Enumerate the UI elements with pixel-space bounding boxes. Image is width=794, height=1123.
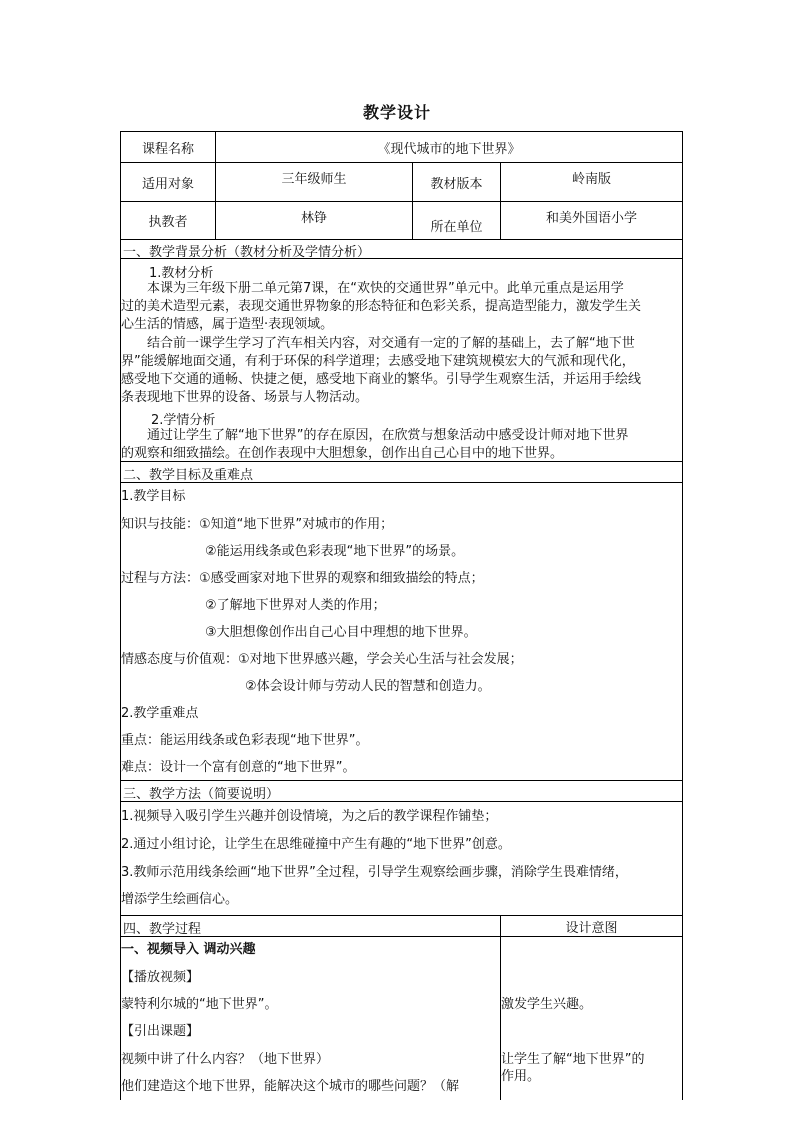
material-line: 本课为三年级下册二单元第7课，在“欢快的交通世界”单元中。此单元重点是运用学 xyxy=(147,281,624,296)
process-goal-1: 过程与方法：①感受画家对地下世界的观察和细致描绘的特点； xyxy=(121,571,484,586)
goals-heading-row xyxy=(121,462,682,483)
school-label: 所在单位 xyxy=(430,220,483,235)
target-row xyxy=(121,163,682,202)
student-line: 通过让学生了解“地下世界”的存在原因，在欣赏与想象活动中感受设计师对地下世界 xyxy=(147,428,629,443)
method-2: 2.通过小组讨论，让学生在思维碰撞中产生有趣的“地下世界”创意。 xyxy=(121,837,511,852)
course-label: 课程名称 xyxy=(141,141,194,157)
question-2: 他们建造这个地下世界，能解决这个城市的哪些问题？（解 xyxy=(121,1079,460,1094)
student-line: 的观察和细致描绘。在创作表现中大胆想象，创作出自己心目中的地下世界。 xyxy=(121,446,564,461)
play-video-label: 【播放视频】 xyxy=(121,970,200,985)
background-heading: 一、教学背景分析（教材分析及学情分析） xyxy=(123,245,371,260)
school-value: 和美外国语小学 xyxy=(545,211,637,226)
document-title: 教学设计 xyxy=(362,103,431,122)
context-line: 结合前一课学生学习了汽车相关内容，对交通有一定的了解的基础上，去了解“地下世 xyxy=(147,336,635,351)
background-content xyxy=(121,259,682,462)
context-line: 感受地下交通的通畅、快捷之便，感受地下商业的繁华。引导学生观察生活，并运用手绘线 xyxy=(121,372,642,387)
knowledge-goal-1: 知识与技能：①知道“地下世界”对城市的作用； xyxy=(121,517,394,532)
goals-content xyxy=(121,483,682,781)
methods-content xyxy=(121,802,682,916)
process-goal-2: ②了解地下世界对人类的作用； xyxy=(205,598,386,613)
process-content xyxy=(121,937,682,1100)
target-value: 三年级师生 xyxy=(281,171,347,187)
target-label: 适用对象 xyxy=(141,176,194,192)
question-1: 视频中讲了什么内容？（地下世界） xyxy=(121,1052,330,1067)
emotion-goal-1: 情感态度与价值观：①对地下世界感兴趣，学会关心生活与社会发展； xyxy=(121,652,523,667)
knowledge-goal-2: ②能运用线条或色彩表现“地下世界”的场景。 xyxy=(205,544,465,559)
method-1: 1.视频导入吸引学生兴趣并创设情境，为之后的教学课程作铺垫； xyxy=(121,809,498,824)
student-analysis-heading: 2.学情分析 xyxy=(151,413,216,428)
methods-heading-row xyxy=(121,781,682,802)
step-1-heading: 一、视频导入 调动兴趣 xyxy=(121,942,256,957)
teacher-value: 林铮 xyxy=(300,211,327,226)
key-point: 重点：能运用线条或色彩表现“地下世界”。 xyxy=(121,733,369,748)
intent-2-line-1: 让学生了解“地下世界”的 xyxy=(501,1052,645,1067)
edition-label: 教材版本 xyxy=(430,176,483,192)
material-line: 过的美术造型元素，表现交通世界物象的形态特征和色彩关系，提高造型能力，激发学生关 xyxy=(121,299,642,314)
material-paragraph xyxy=(121,280,680,334)
context-line: 界”能缓解地面交通，有利于环保的科学道理；去感受地下建筑规模宏大的气派和现代化， xyxy=(121,354,635,369)
goals-heading: 二、教学目标及重难点 xyxy=(123,468,254,483)
process-heading-row xyxy=(121,916,682,937)
teaching-goals-heading: 1.教学目标 xyxy=(121,489,186,504)
process-heading: 四、教学过程 xyxy=(123,922,202,937)
student-paragraph xyxy=(121,427,680,463)
course-value: 《现代城市的地下世界》 xyxy=(377,141,521,157)
intent-heading: 设计意图 xyxy=(565,920,618,936)
difficult-point: 难点：设计一个富有创意的“地下世界”。 xyxy=(121,760,356,775)
intent-1: 激发学生兴趣。 xyxy=(501,997,593,1012)
intent-2-line-2: 作用。 xyxy=(501,1069,541,1084)
course-row xyxy=(121,132,682,163)
method-3-continued: 增添学生绘画信心。 xyxy=(121,892,239,907)
context-line: 条表现地下世界的设备、场景与人物活动。 xyxy=(121,390,369,405)
methods-heading: 三、教学方法（简要说明） xyxy=(123,787,280,802)
emotion-goal-2: ②体会设计师与劳动人民的智慧和创造力。 xyxy=(245,679,491,694)
lesson-plan-table xyxy=(120,131,683,1100)
material-analysis-heading: 1.教材分析 xyxy=(149,266,214,281)
material-line: 心生活的情感，属于造型·表现领域。 xyxy=(121,317,334,332)
edition-value: 岭南版 xyxy=(571,171,611,187)
teacher-label: 执教者 xyxy=(148,215,188,230)
method-3: 3.教师示范用线条绘画“地下世界”全过程，引导学生观察绘画步骤，消除学生畏难情绪， xyxy=(121,865,628,880)
teacher-row xyxy=(121,202,682,240)
montreal-text: 蒙特利尔城的“地下世界”。 xyxy=(121,997,278,1012)
process-goal-3: ③大胆想像创作出自己心目中理想的地下世界。 xyxy=(205,625,477,640)
introduce-topic-label: 【引出课题】 xyxy=(121,1024,200,1039)
context-paragraph xyxy=(121,335,680,407)
background-heading-row xyxy=(121,240,682,259)
key-difficult-heading: 2.教学重难点 xyxy=(121,706,199,721)
